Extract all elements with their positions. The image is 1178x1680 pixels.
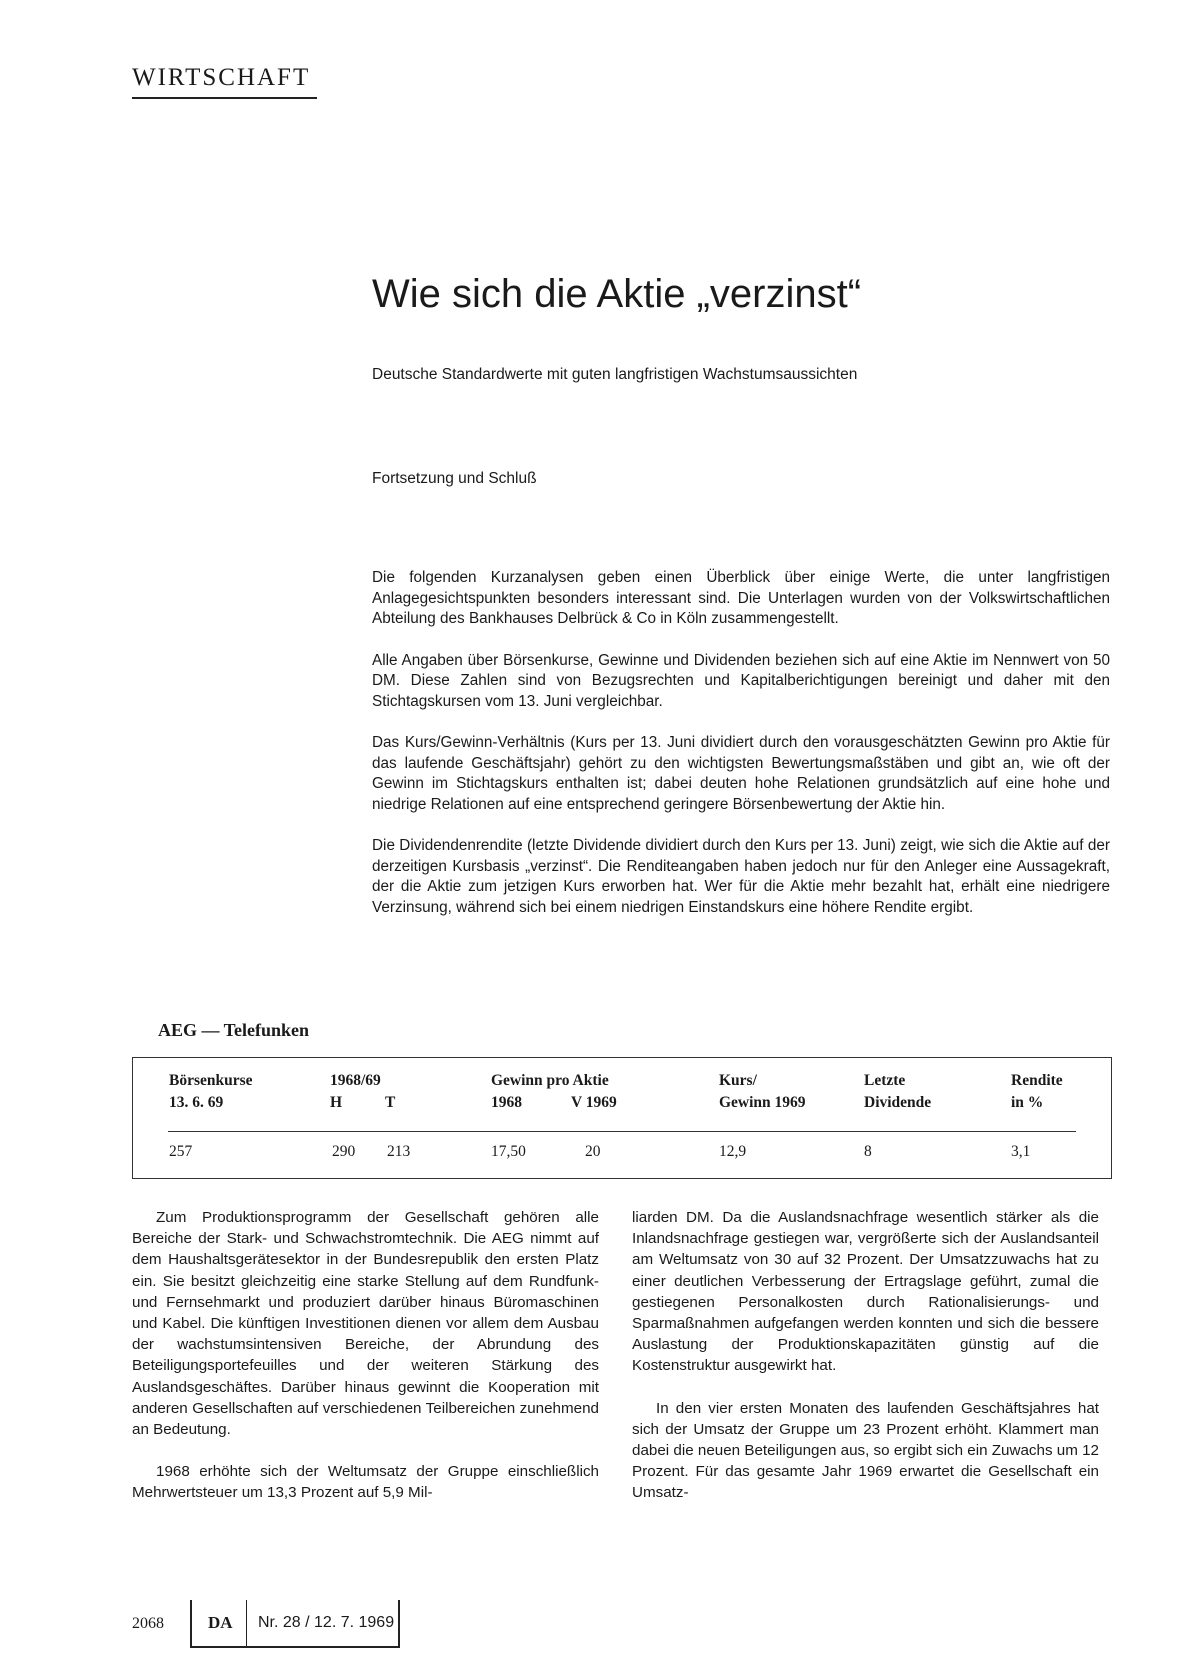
- cell-kurs: 257: [169, 1143, 193, 1160]
- footer-box: [190, 1600, 400, 1648]
- intro-paragraph-2: Alle Angaben über Börsenkurse, Gewinne und Dividenden beziehen sich auf eine Aktie im Nennwert von 50 DM. Diese Zahlen sind von Bezugsrechten und Kapitalberichtigungen bereinigt und daher mit den Stichtagskursen vom 13. Juni vergleichbar.: [372, 651, 1110, 710]
- intro-text: [372, 568, 1110, 939]
- intro-paragraph-4: Die Dividendenrendite (letzte Dividende dividiert durch den Kurs per 13. Juni) zeigt, wie sich die Aktie auf der derzeitigen Kursbasis „verzinst“. Die Renditeangaben haben jedoch nur für den Anleger eine Aussagekraft, der die Aktie zum jetzigen Kurs erworben hat. Wer für die Aktie mehr bezahlt hat, erhält eine niedrigere Verzinsung, während sich bei einem niedrigen Einstandskurs eine höhere Rendite ergibt.: [372, 837, 1110, 916]
- table-rule: [168, 1131, 1076, 1132]
- header-dividende: Dividende: [864, 1094, 932, 1111]
- body-right-paragraph-1: liarden DM. Da die Auslandsnachfrage wesentlich stärker als die Inlandsnachfrage gestiegen war, vergrößerte sich der Auslandsanteil am Weltumsatz von 30 auf 32 Prozent. Der Umsatzzuwachs hat zu einer deutlichen Verbesserung der Ertragslage geführt, zumal die gestiegenen Personalkosten durch Rationalisierungs- und Sparmaßnahmen aufgefangen werden konnten und sich die bessere Auslastung der Produktionskapazitäten günstig auf die Kostenstruktur ausgewirkt hat.: [632, 1209, 1099, 1375]
- header-gewinn-1969: Gewinn 1969: [719, 1094, 806, 1111]
- issue-info: Nr. 28 / 12. 7. 1969: [258, 1614, 395, 1631]
- header-hoch: H: [330, 1094, 343, 1111]
- body-column-left: [132, 1207, 599, 1525]
- header-gewinn: Gewinn pro Aktie: [491, 1072, 609, 1089]
- cell-gewinn-v1969: 20: [585, 1143, 601, 1160]
- page-number: 2068: [132, 1615, 164, 1632]
- publication-logo: DA: [208, 1613, 233, 1632]
- cell-hoch: 290: [332, 1143, 356, 1160]
- footer-divider: [246, 1600, 247, 1646]
- body-column-right: [632, 1207, 1099, 1525]
- article-subtitle: Deutsche Standardwerte mit guten langfristigen Wachstumsaussichten: [372, 366, 858, 383]
- header-rendite: Rendite: [1011, 1072, 1063, 1089]
- continuation-note: Fortsetzung und Schluß: [372, 470, 537, 487]
- cell-dividende: 8: [864, 1143, 872, 1160]
- header-gewinn-1968: 1968: [491, 1094, 522, 1111]
- cell-rendite: 3,1: [1011, 1143, 1031, 1160]
- header-tief: T: [385, 1094, 396, 1111]
- section-label: WIRTSCHAFT: [132, 64, 311, 91]
- cell-tief: 213: [387, 1143, 411, 1160]
- header-letzte: Letzte: [864, 1072, 906, 1089]
- header-stichtag: 13. 6. 69: [169, 1094, 224, 1111]
- header-kurs-gewinn: Kurs/: [719, 1072, 757, 1089]
- stock-data-box: [132, 1057, 1112, 1179]
- section-rule: [132, 97, 317, 99]
- body-left-paragraph-1: Zum Produktionsprogramm der Gesellschaft gehören alle Bereiche der Stark- und Schwachstromtechnik. Die AEG nimmt auf dem Haushaltsgerätesektor in der Bundesrepublik den ersten Platz ein. Sie besitzt gleichzeitig eine starke Stellung auf dem Rundfunk- und Fernsehmarkt und produziert darüber hinaus Büromaschinen und Kabel. Die künftigen Investitionen dienen vor allem dem Ausbau der wachstumsintensiven Bereiche, der Abrundung des Beteiligungsportefeuilles und der weiteren Stärkung des Auslandsgeschäftes. Darüber hinaus gewinnt die Kooperation mit anderen Gesellschaften auf verschiedenen Teilbereichen zunehmend an Bedeutung.: [132, 1209, 599, 1439]
- company-heading: AEG — Telefunken: [158, 1020, 310, 1040]
- header-rendite-unit: in %: [1011, 1094, 1044, 1111]
- body-left-paragraph-2: 1968 erhöhte sich der Weltumsatz der Gruppe einschließlich Mehrwertsteuer um 13,3 Prozent auf 5,9 Mil-: [132, 1463, 599, 1502]
- intro-paragraph-3: Das Kurs/Gewinn-Verhältnis (Kurs per 13. Juni dividiert durch den vorausgeschätzten Gewinn pro Aktie für das laufende Geschäftsjahr) gehört zu den wichtigsten Bewertungsmaßstäben und gibt an, wie oft der Gewinn im Stichtagskurs enthalten ist; dabei deuten hohe Relationen grundsätzlich auf eine hohe und niedrige Relationen auf eine entsprechend geringere Börsenbewertung der Aktie hin.: [372, 734, 1110, 813]
- cell-gewinn-1968: 17,50: [491, 1143, 526, 1160]
- body-right-paragraph-2: In den vier ersten Monaten des laufenden Geschäftsjahres hat sich der Umsatz der Gruppe um 23 Prozent erhöht. Klammert man dabei die neuen Beteiligungen aus, so ergibt sich ein Zuwachs um 12 Prozent. Für das gesamte Jahr 1969 erwartet die Gesellschaft ein Umsatz-: [632, 1399, 1099, 1502]
- cell-kurs-gewinn: 12,9: [719, 1143, 747, 1160]
- header-range: 1968/69: [330, 1072, 381, 1089]
- header-gewinn-v1969: V 1969: [571, 1094, 617, 1111]
- header-boersenkurse: Börsenkurse: [169, 1072, 253, 1089]
- article-title: Wie sich die Aktie „verzinst“: [372, 272, 862, 316]
- intro-paragraph-1: Die folgenden Kurzanalysen geben einen Überblick über einige Werte, die unter langfristigen Anlagegesichtspunkten besonders interessant sind. Die Unterlagen wurden von der Volkswirtschaftlichen Abteilung des Bankhauses Delbrück & Co in Köln zusammengestellt.: [372, 569, 1110, 627]
